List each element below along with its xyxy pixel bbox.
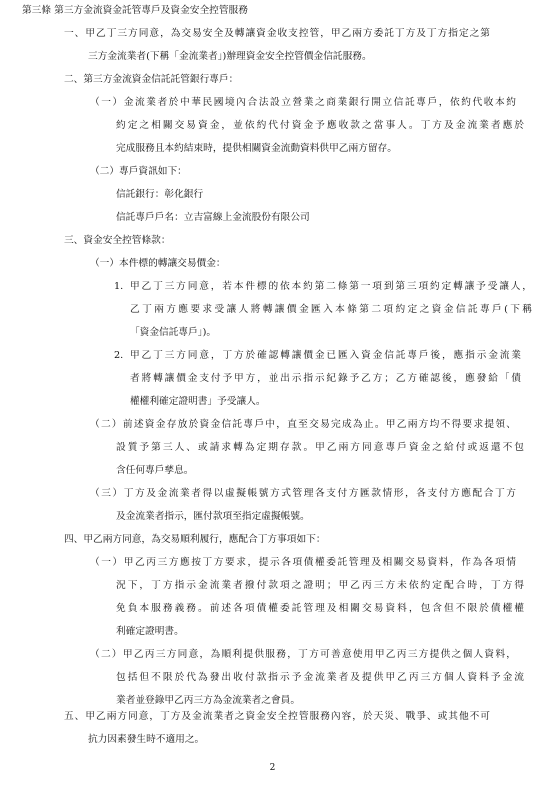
section-2-item-2-heading: （二）專戶資訊如下：: [90, 166, 187, 177]
section-5-line-1: 五、甲乙兩方同意，丁方及金流業者之資金安全控管服務內容，於天災、戰爭、或其他不可: [64, 711, 490, 722]
section-2-heading: 二、第三方金流資金信託託管銀行專戶：: [64, 74, 239, 85]
section-3-heading: 三、資金安全控管條款：: [64, 235, 171, 246]
section-2-item-1-line-3: 完成服務且本約結束時，提供相關資金流動資料供甲乙兩方留存。: [116, 143, 397, 154]
article-title: 第三條 第三方金流資金託管專戶及資金安全控管服務: [22, 5, 248, 16]
subitem-2-line-2: 者將轉讓價金支付予甲方，並出示指示紀錄予乙方；乙方確認後，應發給「債: [130, 373, 521, 384]
section-4-item-2-line-2: 包括但不限於代為發出收付款指示予金流業者及提供甲乙丙三方個人資料予金流: [116, 672, 524, 683]
subitem-2-number: 2.: [114, 350, 124, 361]
section-4-item-1-line-2: 況下，丁方指示金流業者撥付款項之證明；甲乙丙三方未依約定配合時，丁方得: [116, 580, 524, 591]
section-1-line-1: 一、甲乙丁三方同意，為交易安全及轉讓資金收支控管，甲乙兩方委託丁方及丁方指定之第: [64, 28, 490, 39]
section-2-item-1-line-1: （一）金流業者於中華民國境內合法設立營業之商業銀行開立信託專戶，依約代收本約: [90, 97, 516, 108]
subitem-1-line-3: 「資金信託專戶」)。: [130, 327, 217, 338]
section-4-item-1-line-1: （一）甲乙丙三方應按丁方要求，提示各項債權委託管理及相關交易資料，作為各項情: [90, 557, 516, 568]
section-3-item-2-line-1: （二）前述資金存放於資金信託專戶中，直至交易完成為止。甲乙兩方均不得要求提領、: [90, 419, 516, 430]
section-4-item-2-line-3: 業者並登錄甲乙丙三方為金流業者之會員。: [116, 695, 301, 706]
page-number: 2: [269, 763, 276, 773]
trust-bank-info: 信託銀行：彰化銀行: [116, 189, 204, 200]
trust-account-name: 信託專戶戶名：立吉富線上金流股份有限公司: [116, 212, 310, 223]
section-3-item-1-heading: （一）本件標的轉讓交易價金：: [90, 258, 226, 269]
subitem-1-line-1: 甲乙丁三方同意，若本件標的依本約第二條第一項到第三項約定轉讓予受讓人，: [130, 281, 532, 292]
section-1-line-2: 三方金流業者(下稱「金流業者」)辦理資金安全控管價金信託服務。: [88, 51, 372, 62]
section-4-item-1-line-3: 免負本服務義務。前述各項債權委託管理及相關交易資料，包含但不限於債權權: [116, 603, 524, 614]
section-4-heading: 四、甲乙兩方同意，為交易順利履行，應配合丁方事項如下：: [64, 534, 326, 545]
section-3-item-2-line-3: 含任何專戶孳息。: [116, 465, 194, 476]
subitem-1-line-2: 乙丁兩方應要求受讓人將轉讓價金匯入本條第二項約定之資金信託專戶(下稱: [130, 304, 532, 315]
section-4-item-2-line-1: （二）甲乙丙三方同意，為順利提供服務，丁方可善意使用甲乙丙三方提供之個人資料，: [90, 649, 516, 660]
subitem-2-line-1: 甲乙丁三方同意，丁方於確認轉讓價金已匯入資金信託專戶後，應指示金流業: [130, 350, 521, 361]
section-3-item-3-line-2: 及金流業者指示，匯付款項至指定虛擬帳號。: [116, 511, 310, 522]
section-3-item-2-line-2: 設質予第三人、或請求轉為定期存款。甲乙兩方同意專戶資金之給付或返還不包: [116, 442, 524, 453]
section-4-item-1-line-4: 利確定證明書。: [116, 626, 184, 637]
section-2-item-1-line-2: 約定之相關交易資金，並依約代付資金予應收款之當事人。丁方及金流業者應於: [116, 120, 524, 131]
section-3-item-3-line-1: （三）丁方及金流業者得以虛擬帳號方式管理各支付方匯款情形，各支付方應配合丁方: [90, 488, 516, 499]
subitem-1-number: 1.: [114, 281, 124, 292]
subitem-2-line-3: 權權利確定證明書」予受讓人。: [130, 396, 266, 407]
section-5-line-2: 抗力因素發生時不適用之。: [88, 734, 205, 745]
